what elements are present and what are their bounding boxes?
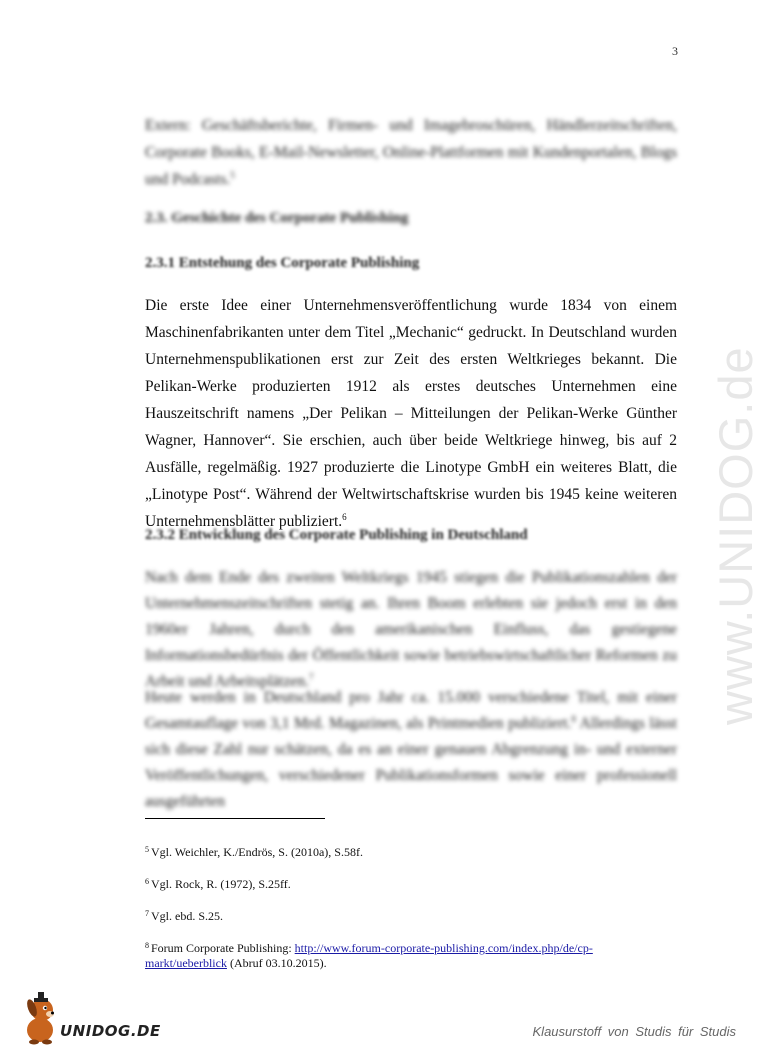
subsection-heading-origin: 2.3.1 Entstehung des Corporate Publishing (145, 255, 420, 271)
intro-paragraph (145, 112, 677, 193)
section-heading: 2.3. Geschichte des Corporate Publishing (145, 210, 409, 226)
footnote-text: Forum Corporate Publishing: (151, 941, 295, 955)
body-paragraph-origin (145, 292, 677, 535)
footnote-number: 5 (145, 845, 149, 854)
subsection-heading-development: 2.3.2 Entwicklung des Corporate Publishing in Deutschland (145, 527, 528, 543)
body-paragraph-text: Die erste Idee einer Unternehmensveröffentlichung wurde 1834 von einem Maschinenfabrikanten unter dem Titel „Mechanic“ gedruckt. In Deutschland wurden Unternehmenspublikationen erst zur Zeit des ersten Weltkrieges bekannt. Die Pelikan-Werke produzierten 1912 als erstes deutsches Unternehmen eine Hauszeitschrift namens „Der Pelikan – Mitteilungen der Pelikan-Werke Günther Wagner, Hannover“. Sie erschien, auch über beide Weltkriege hinweg, bis auf 2 Ausfälle, regelmäßig. 1927 produzierte die Linotype GmbH ein weiteres Blatt, die „Linotype Post“. Während der Weltwirtschaftskrise wurden bis 1945 keine weiteren Unternehmensblätter publiziert. (145, 297, 677, 530)
footnote-number: 7 (145, 909, 149, 918)
footnote-number: 6 (145, 877, 149, 886)
footnote-divider (145, 818, 325, 819)
footnote-text: Vgl. ebd. S.25. (151, 909, 223, 923)
body-paragraph-today (145, 685, 677, 815)
footnote-5 (145, 845, 665, 860)
footnote-8 (145, 941, 665, 971)
footnote-ref: 6 (342, 511, 347, 522)
body-paragraph-text: Allerdings lässt sich diese Zahl nur schätzen, da es an einer genauen Abgrenzung in- und externer Veröffentlichungen, verschiedener Publikationsformen sowie einer professionell ausgeführten (145, 715, 677, 810)
footnote-text: Vgl. Weichler, K./Endrös, S. (2010a), S.58f. (151, 845, 363, 859)
intro-paragraph-text: Extern: Geschäftsberichte, Firmen- und Imagebroschüren, Händlerzeitschriften, Corporate Books, E-Mail-Newsletter, Online-Plattformen mit Kundenportalen, Blogs und Podcasts. (145, 117, 677, 188)
footnote-text: (Abruf 03.10.2015). (226, 956, 327, 970)
footnote-ref: 8 (571, 713, 576, 724)
page-number: 3 (672, 44, 678, 58)
watermark: www.UNIDOG.de (709, 346, 762, 725)
footnote-ref: 5 (230, 169, 235, 180)
footnote-text: Vgl. Rock, R. (1972), S.25ff. (151, 877, 291, 891)
footer-tagline: Klausurstoff von Studis für Studis (532, 1024, 736, 1039)
unidog-logo[interactable] (20, 990, 160, 1050)
dog-mascot-icon (20, 990, 64, 1046)
body-paragraph-text: Heute werden in Deutschland pro Jahr ca. 15.000 verschiedene Titel, mit einer Gesamtauflage von 3,1 Mrd. Magazinen, als Printmedien publiziert. (145, 689, 677, 732)
footnote-7 (145, 909, 665, 924)
body-paragraph-postwar (145, 565, 677, 695)
logo-text: UNIDOG.DE (60, 1022, 161, 1040)
footnote-6 (145, 877, 665, 892)
footnote-ref: 7 (309, 671, 314, 682)
footnote-number: 8 (145, 941, 149, 950)
footnote-link[interactable]: http://www.forum-corporate-publishing.com/index.php/de/cp-markt/ueberblick (145, 941, 593, 970)
body-paragraph-text: Nach dem Ende des zweiten Weltkriegs 1945 stiegen die Publikationszahlen der Unternehmenszeitschriften stetig an. Ihren Boom erlebten sie jedoch erst in den 1960er Jahren, durch den amerikanischen Einfluss, das gestiegene Informationsbedürfnis der Öffentlichkeit sowie betriebswirtschaftlicher Reformen zu Arbeit und Arbeitsplätzen. (145, 569, 677, 690)
